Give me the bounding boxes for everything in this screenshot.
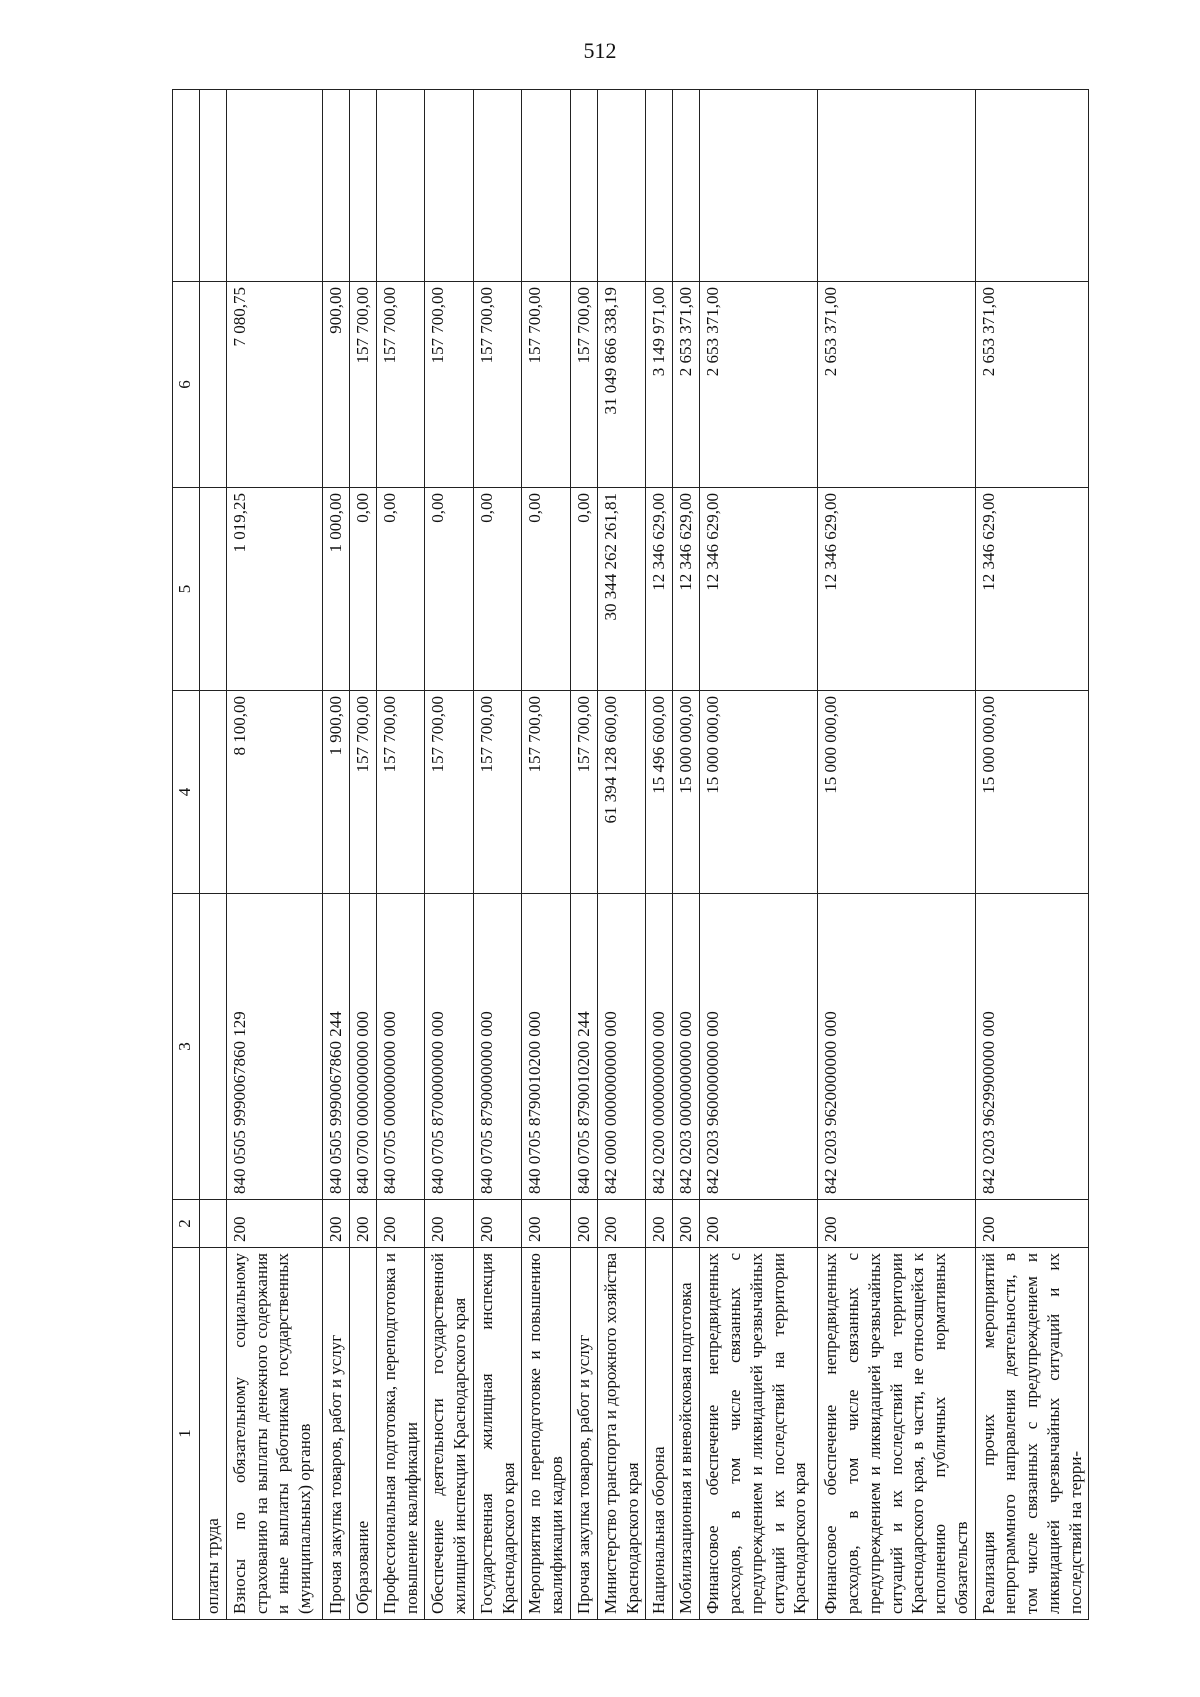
row-name-cell: Финансовое обеспечение непредвиденных расходов, в том числе связанных с предупреждением и ликвидацией чрезвычайных ситуаций и их последствий на территории Краснодарского края xyxy=(700,1248,818,1620)
row-col5-cell: 12 346 629,00 xyxy=(700,488,818,691)
empty-column-header xyxy=(173,90,200,282)
row-col5-cell: 0,00 xyxy=(349,488,376,691)
row-name-cell: Обеспечение деятельности государственной жилищной инспекции Краснодарского края xyxy=(425,1248,474,1620)
row-col4-cell: 157 700,00 xyxy=(425,691,474,894)
table-row xyxy=(322,90,349,1620)
table-row xyxy=(818,90,975,1620)
row-kbk-cell: 840 0705 8790000000 000 xyxy=(473,894,522,1200)
row-col4-cell: 15 000 000,00 xyxy=(700,691,818,894)
table-row xyxy=(425,90,474,1620)
column-header: 5 xyxy=(173,488,200,691)
row-kbk-cell xyxy=(200,894,227,1200)
rotated-table-frame xyxy=(172,90,1085,1620)
row-kbk-cell: 842 0203 0000000000 000 xyxy=(673,894,700,1200)
row-kbk-cell: 840 0705 8790010200 000 xyxy=(522,894,571,1200)
row-kbk-cell: 840 0700 0000000000 000 xyxy=(349,894,376,1200)
row-col4-cell: 157 700,00 xyxy=(349,691,376,894)
row-col4-cell: 15 496 600,00 xyxy=(646,691,673,894)
table-row xyxy=(226,90,322,1620)
table-row xyxy=(200,90,227,1620)
row-name-cell: Реализация прочих мероприятий непрограммного направления деятельности, в том числе связанных с предупреждением и ликвидацией чрезвычайных ситуаций и их последствий на терри- xyxy=(975,1248,1089,1620)
row-name-cell: Образование xyxy=(349,1248,376,1620)
row-empty-cell xyxy=(597,90,646,282)
column-header: 4 xyxy=(173,691,200,894)
row-code-cell xyxy=(200,1200,227,1248)
row-empty-cell xyxy=(425,90,474,282)
row-col6-cell: 157 700,00 xyxy=(473,282,522,488)
row-col6-cell: 3 149 971,00 xyxy=(646,282,673,488)
row-col6-cell: 157 700,00 xyxy=(522,282,571,488)
row-col6-cell: 900,00 xyxy=(322,282,349,488)
row-code-cell: 200 xyxy=(597,1200,646,1248)
row-empty-cell xyxy=(376,90,425,282)
row-name-cell: Мероприятия по переподготовке и повышению квалификации кадров xyxy=(522,1248,571,1620)
row-col6-cell: 157 700,00 xyxy=(570,282,597,488)
row-col5-cell: 12 346 629,00 xyxy=(673,488,700,691)
row-kbk-cell: 840 0705 8700000000 000 xyxy=(425,894,474,1200)
row-empty-cell xyxy=(700,90,818,282)
table-row xyxy=(673,90,700,1620)
row-col5-cell: 0,00 xyxy=(425,488,474,691)
row-col5-cell: 1 019,25 xyxy=(226,488,322,691)
row-col6-cell: 157 700,00 xyxy=(425,282,474,488)
row-code-cell: 200 xyxy=(425,1200,474,1248)
row-code-cell: 200 xyxy=(673,1200,700,1248)
row-name-cell: оплаты труда xyxy=(200,1248,227,1620)
row-col5-cell: 12 346 629,00 xyxy=(975,488,1089,691)
row-kbk-cell: 840 0705 0000000000 000 xyxy=(376,894,425,1200)
row-empty-cell xyxy=(522,90,571,282)
row-col6-cell: 157 700,00 xyxy=(349,282,376,488)
row-name-cell: Государственная жилищная инспекция Краснодарского края xyxy=(473,1248,522,1620)
row-empty-cell xyxy=(975,90,1089,282)
row-kbk-cell: 840 0705 8790010200 244 xyxy=(570,894,597,1200)
rotated-table-sheet xyxy=(172,90,1085,1620)
row-kbk-cell: 842 0203 9620000000 000 xyxy=(818,894,975,1200)
row-empty-cell xyxy=(473,90,522,282)
row-col4-cell: 157 700,00 xyxy=(473,691,522,894)
row-code-cell: 200 xyxy=(818,1200,975,1248)
row-kbk-cell: 840 0505 9990067860 244 xyxy=(322,894,349,1200)
row-col4-cell: 15 000 000,00 xyxy=(673,691,700,894)
row-empty-cell xyxy=(226,90,322,282)
row-name-cell: Министерство транспорта и дорожного хозяйства Краснодарского края xyxy=(597,1248,646,1620)
row-col4-cell: 157 700,00 xyxy=(522,691,571,894)
row-col4-cell: 1 900,00 xyxy=(322,691,349,894)
row-name-cell: Взносы по обязательному социальному страхованию на выплаты денежного содержания и иные выплаты работникам государственных (муниципальных) органов xyxy=(226,1248,322,1620)
row-col5-cell: 1 000,00 xyxy=(322,488,349,691)
table-body xyxy=(200,90,1089,1620)
row-col5-cell xyxy=(200,488,227,691)
table-header-row xyxy=(173,90,200,1620)
row-col5-cell: 30 344 262 261,81 xyxy=(597,488,646,691)
row-col4-cell: 15 000 000,00 xyxy=(975,691,1089,894)
row-col6-cell xyxy=(200,282,227,488)
row-code-cell: 200 xyxy=(570,1200,597,1248)
row-code-cell: 200 xyxy=(349,1200,376,1248)
table-row xyxy=(975,90,1089,1620)
row-col5-cell: 0,00 xyxy=(522,488,571,691)
row-col5-cell: 0,00 xyxy=(473,488,522,691)
row-name-cell: Прочая закупка товаров, работ и услуг xyxy=(570,1248,597,1620)
row-empty-cell xyxy=(818,90,975,282)
row-kbk-cell: 842 0200 0000000000 000 xyxy=(646,894,673,1200)
table-row xyxy=(646,90,673,1620)
row-col4-cell xyxy=(200,691,227,894)
row-code-cell: 200 xyxy=(376,1200,425,1248)
column-header: 2 xyxy=(173,1200,200,1248)
row-code-cell: 200 xyxy=(473,1200,522,1248)
row-col4-cell: 157 700,00 xyxy=(376,691,425,894)
row-name-cell: Финансовое обеспечение непредвиденных расходов, в том числе связанных с предупреждением и ликвидацией чрезвычайных ситуаций и их последствий на территории Краснодарского края, в части, не относящейся к исполнению публичных нормативных обязательств xyxy=(818,1248,975,1620)
column-header: 6 xyxy=(173,282,200,488)
row-col6-cell: 157 700,00 xyxy=(376,282,425,488)
row-name-cell: Мобилизационная и вневойсковая подготовка xyxy=(673,1248,700,1620)
column-header: 1 xyxy=(173,1248,200,1620)
column-header: 3 xyxy=(173,894,200,1200)
row-code-cell: 200 xyxy=(975,1200,1089,1248)
table-row xyxy=(700,90,818,1620)
table-row xyxy=(570,90,597,1620)
row-col5-cell: 0,00 xyxy=(376,488,425,691)
table-row xyxy=(473,90,522,1620)
row-col4-cell: 15 000 000,00 xyxy=(818,691,975,894)
table-row xyxy=(522,90,571,1620)
row-col6-cell: 2 653 371,00 xyxy=(673,282,700,488)
row-col4-cell: 157 700,00 xyxy=(570,691,597,894)
row-code-cell: 200 xyxy=(322,1200,349,1248)
row-empty-cell xyxy=(646,90,673,282)
row-name-cell: Национальная оборона xyxy=(646,1248,673,1620)
row-code-cell: 200 xyxy=(522,1200,571,1248)
row-col6-cell: 7 080,75 xyxy=(226,282,322,488)
table-row xyxy=(376,90,425,1620)
row-empty-cell xyxy=(349,90,376,282)
row-code-cell: 200 xyxy=(700,1200,818,1248)
row-kbk-cell: 842 0203 9600000000 000 xyxy=(700,894,818,1200)
row-col5-cell: 12 346 629,00 xyxy=(646,488,673,691)
row-col6-cell: 2 653 371,00 xyxy=(700,282,818,488)
row-col5-cell: 12 346 629,00 xyxy=(818,488,975,691)
table-row xyxy=(597,90,646,1620)
row-kbk-cell: 840 0505 9990067860 129 xyxy=(226,894,322,1200)
row-empty-cell xyxy=(200,90,227,282)
row-kbk-cell: 842 0203 9629900000 000 xyxy=(975,894,1089,1200)
row-code-cell: 200 xyxy=(646,1200,673,1248)
page-number: 512 xyxy=(583,38,617,63)
row-col6-cell: 31 049 866 338,19 xyxy=(597,282,646,488)
row-col4-cell: 8 100,00 xyxy=(226,691,322,894)
row-kbk-cell: 842 0000 0000000000 000 xyxy=(597,894,646,1200)
row-col6-cell: 2 653 371,00 xyxy=(975,282,1089,488)
row-name-cell: Прочая закупка товаров, работ и услуг xyxy=(322,1248,349,1620)
table-row xyxy=(349,90,376,1620)
row-col4-cell: 61 394 128 600,00 xyxy=(597,691,646,894)
row-col6-cell: 2 653 371,00 xyxy=(818,282,975,488)
row-code-cell: 200 xyxy=(226,1200,322,1248)
row-empty-cell xyxy=(570,90,597,282)
row-col5-cell: 0,00 xyxy=(570,488,597,691)
budget-table xyxy=(172,89,1089,1620)
row-empty-cell xyxy=(322,90,349,282)
row-empty-cell xyxy=(673,90,700,282)
row-name-cell: Профессиональная подготовка, переподготовка и повышение квалификации xyxy=(376,1248,425,1620)
